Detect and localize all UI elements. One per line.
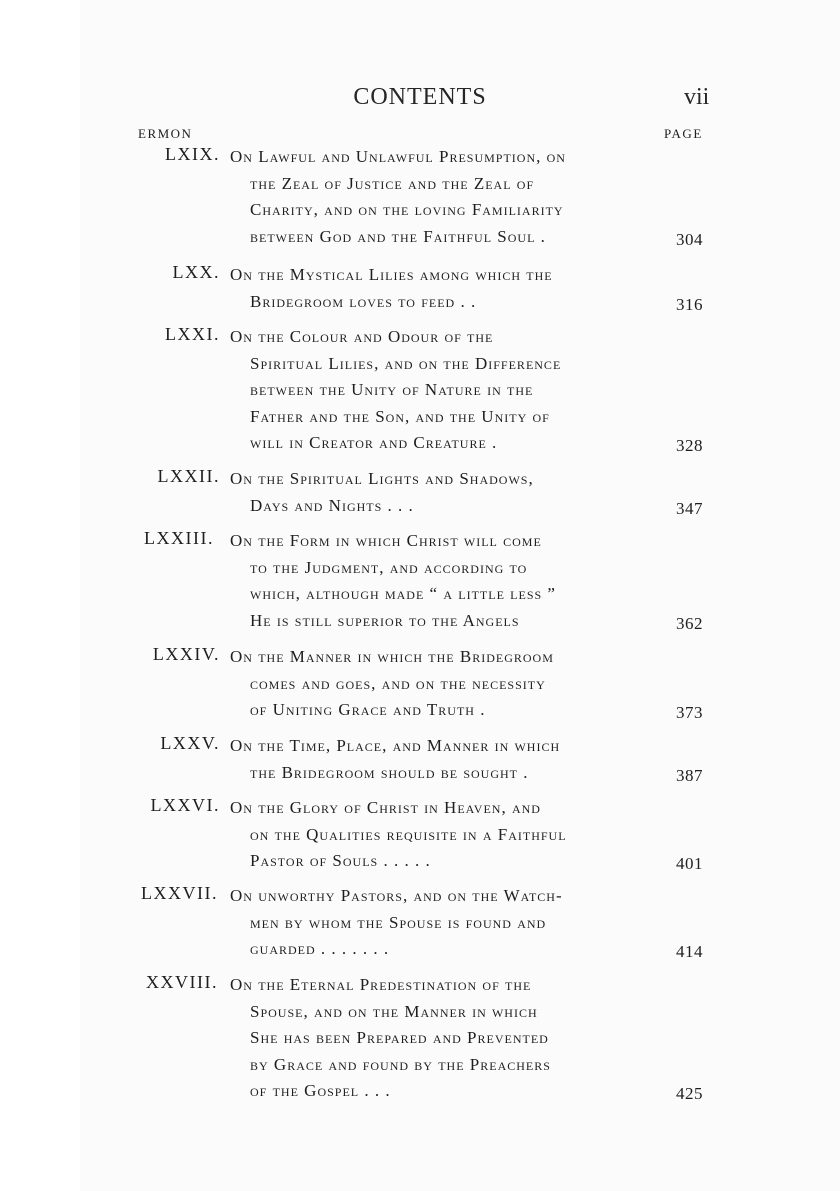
sermon-title-line: Days and Nights . . . bbox=[250, 495, 414, 515]
sermon-title-line: Bridegroom loves to feed . . bbox=[250, 291, 477, 311]
sermon-title-line: between God and the Faithful Soul . bbox=[250, 226, 546, 246]
sermon-numeral: LXX. bbox=[172, 262, 220, 282]
sermon-title-line: Father and the Son, and the Unity of bbox=[250, 406, 550, 426]
sermon-numeral: LXXV. bbox=[160, 733, 220, 753]
sermon-title-line: guarded . . . . . . . bbox=[250, 939, 390, 958]
sermon-title bbox=[230, 644, 646, 724]
sermon-title-line: between the Unity of Nature in the bbox=[250, 380, 534, 399]
sermon-title bbox=[230, 324, 646, 457]
sermon-numeral: LXXIII. bbox=[144, 528, 214, 548]
page-number: 304 bbox=[676, 229, 703, 249]
sermon-title-line: She has been Prepared and Prevented bbox=[250, 1028, 549, 1047]
sermon-title-line: which, although made “ a little less ” bbox=[250, 584, 556, 603]
page-number: 347 bbox=[676, 498, 703, 518]
sermon-title-line: On the Manner in which the Bridegroom bbox=[230, 647, 554, 666]
sermon-title-line: Charity, and on the loving Familiarity bbox=[250, 200, 564, 219]
sermon-numeral: LXXII. bbox=[157, 466, 220, 486]
sermon-title bbox=[230, 144, 646, 250]
sermon-title-line: of Uniting Grace and Truth . bbox=[250, 700, 486, 719]
sermon-title-line: On the Form in which Christ will come bbox=[230, 531, 542, 550]
sermon-title-line: will in Creator and Creature . bbox=[250, 433, 498, 452]
sermon-title bbox=[230, 883, 646, 963]
sermon-title-line: On the Mystical Lilies among which the bbox=[230, 265, 553, 284]
sermon-title-line: On the Time, Place, and Manner in which bbox=[230, 736, 561, 755]
sermon-title-line: On the Colour and Odour of the bbox=[230, 327, 494, 346]
sermon-title-line: on the Qualities requisite in a Faithful bbox=[250, 824, 567, 844]
page-number: 373 bbox=[676, 703, 703, 722]
sermon-title-line: the Zeal of Justice and the Zeal of bbox=[250, 173, 535, 193]
page-number: 401 bbox=[676, 854, 703, 873]
sermon-title-line: Spiritual Lilies, and on the Difference bbox=[250, 353, 562, 373]
sermon-title bbox=[230, 795, 646, 875]
page-number: 387 bbox=[676, 765, 703, 785]
sermon-title bbox=[230, 733, 646, 786]
sermon-title-line: by Grace and found by the Preachers bbox=[250, 1054, 551, 1074]
sermon-title-line: to the Judgment, and according to bbox=[250, 557, 528, 577]
folio-number: vii bbox=[684, 84, 710, 110]
sermon-numeral: LXXVI. bbox=[150, 795, 220, 815]
sermon-title-line: Spouse, and on the Manner in which bbox=[250, 1001, 538, 1021]
sermon-title-line: Pastor of Souls . . . . . bbox=[250, 851, 431, 870]
sermon-title bbox=[230, 466, 646, 519]
page-number: 414 bbox=[676, 942, 703, 961]
sermon-numeral: XXVIII. bbox=[146, 972, 218, 992]
sermon-title-line: On the Glory of Christ in Heaven, and bbox=[230, 798, 541, 817]
page-number: 328 bbox=[676, 436, 703, 455]
sermon-title bbox=[230, 972, 646, 1105]
sermon-title-line: On the Spiritual Lights and Shadows, bbox=[230, 469, 534, 488]
page-number: 362 bbox=[676, 613, 703, 633]
column-heading-sermon: ERMON bbox=[138, 126, 193, 141]
sermon-numeral: LXXIV. bbox=[152, 644, 220, 664]
sermon-title-line: of the Gospel . . . bbox=[250, 1081, 391, 1100]
page-number: 425 bbox=[676, 1084, 703, 1103]
sermon-title-line: On Lawful and Unlawful Presumption, on bbox=[230, 147, 566, 166]
sermon-title-line: the Bridegroom should be sought . bbox=[250, 762, 529, 782]
sermon-title-line: He is still superior to the Angels bbox=[250, 610, 520, 630]
page-title: CONTENTS bbox=[353, 84, 487, 110]
sermon-title bbox=[230, 262, 646, 315]
sermon-numeral: LXXI. bbox=[165, 324, 220, 344]
page-number: 316 bbox=[676, 294, 703, 314]
sermon-title-line: On the Eternal Predestination of the bbox=[230, 975, 532, 994]
column-heading-page: PAGE bbox=[664, 126, 703, 141]
sermon-title-line: On unworthy Pastors, and on the Watch- bbox=[230, 886, 563, 905]
sermon-numeral: LXIX. bbox=[165, 144, 220, 164]
sermon-title-line: men by whom the Spouse is found and bbox=[250, 912, 547, 932]
sermon-numeral: LXXVII. bbox=[141, 883, 218, 903]
sermon-title bbox=[230, 528, 646, 634]
sermon-title-line: comes and goes, and on the necessity bbox=[250, 673, 546, 693]
